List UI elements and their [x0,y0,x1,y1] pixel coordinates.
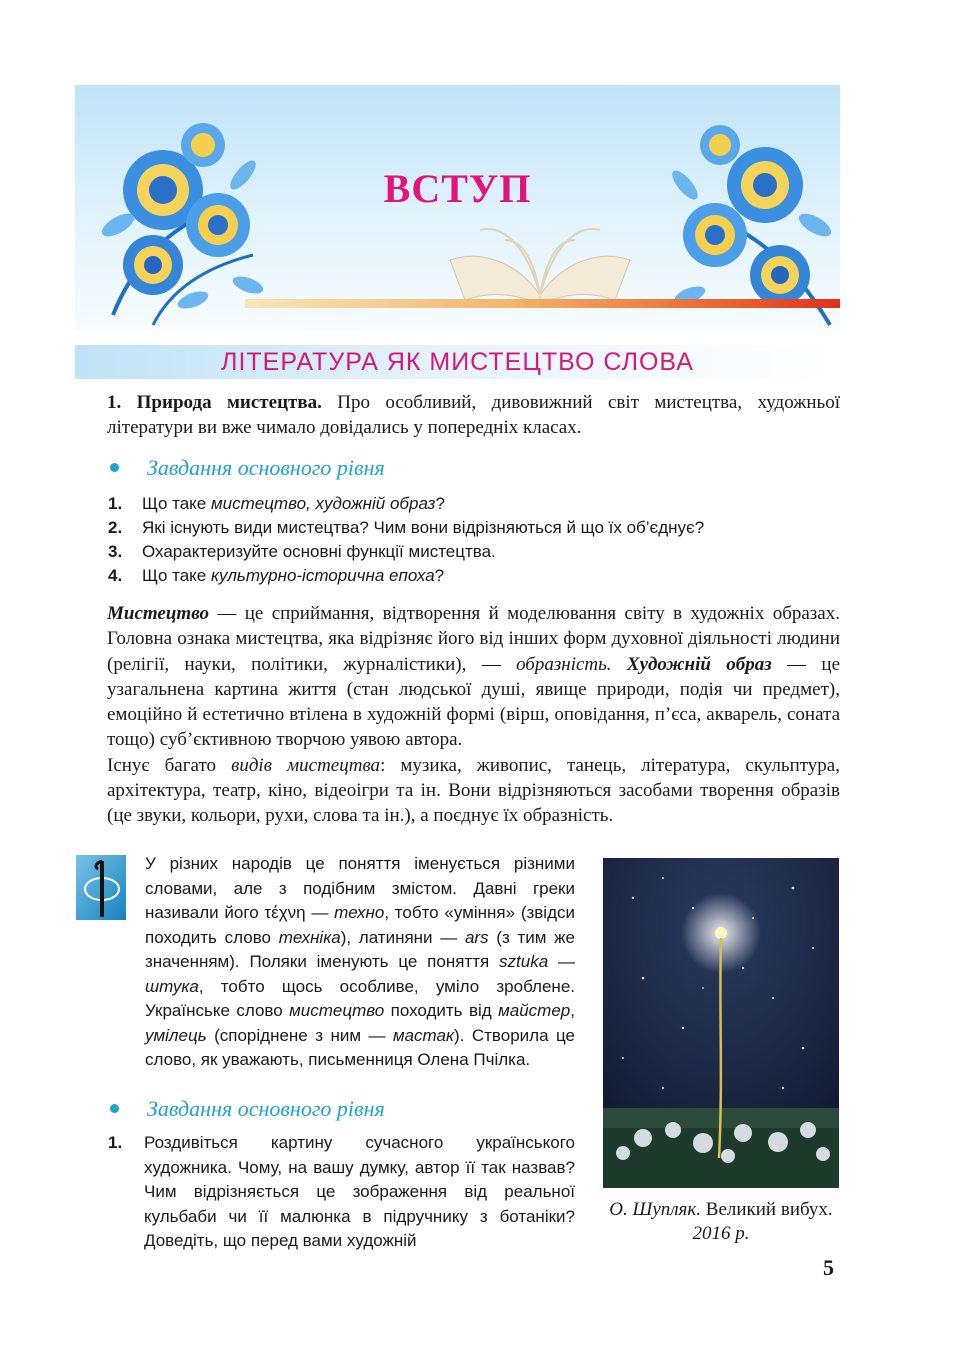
item-number: 1. [108,494,123,513]
kinds-text-2: : музика, живопис, танець, література, скульптура, архітектура, театр, кіно, відеоігри та ін. Вони відрізняються засобами творення образів (це звуки, кольори, рухи, слова та ін.), а поєднує їх образність. [107,754,840,827]
term-khudozhnii-obraz: Художній образ [626,653,772,675]
note-emphasis: sztuka — штука [145,952,575,996]
note-text: ). Створила це слово, як уважають, письменниця Олена Пчілка. [145,1025,575,1069]
item-text: Роздивіться картину сучасного українського художника. Чому, на вашу думку, автор її так назвав? Чим відрізняється це зображення від реальної кульбаби чи її малюнка в підручнику з ботаніки? Доведіть, що перед вами художній [144,1133,575,1250]
definition-space [612,654,627,675]
note-emphasis: умілець [145,1025,207,1045]
note-text: , тобто щось особливе, уміло зроблене. Українське слово [145,976,575,1020]
note-text: , [570,1001,575,1020]
intro-text: Про особливий, дивовижний світ мистецтва, художньої літератури ви вже чимало довідались у попередніх класах. [107,392,840,438]
note-emphasis: мастак [392,1025,455,1045]
task-list-1 [108,492,704,588]
task-heading-text: Завдання основного рівня [147,455,385,480]
definition-block [75,601,840,829]
page-number: 5 [823,1255,834,1280]
section-title: ЛІТЕРАТУРА ЯК МИСТЕЦТВО СЛОВА [221,348,694,376]
item-text: Охарактеризуйте основні функції мистецтва. [142,542,496,561]
caption-author: О. Шупляк. [609,1199,702,1220]
kinds-text: Існує багато [107,754,232,776]
note-emphasis: техно [334,903,385,922]
petrykivka-flower-left-icon [93,115,273,330]
list-item [108,540,704,564]
item-text-end: ? [434,566,445,585]
banner-stripe [245,299,840,308]
note-text: — [305,903,335,922]
task-2-item [108,1131,575,1254]
term-vydy-mystetstva: видів мистецтва [231,754,381,776]
item-emphasis: культурно-історична епоха [210,566,435,585]
chapter-title: ВСТУП [383,166,532,211]
phi-icon [76,855,126,920]
note-emphasis: майстер [498,1001,571,1020]
item-number: 4. [108,566,123,585]
caption-title: Великий вибух. [701,1199,833,1220]
note-text: , тобто «уміння» (звідси походить слово [145,903,575,947]
definition-text: — це сприймання, відтворення й моделювання світу в художніх образах. Головна ознака мистецтва, яка відрізняє його від інших форм духовної діяльності людини (релігії, науки, політики, журналістики), — [107,603,840,675]
note-text: У різних народів це поняття іменується різними словами, але з подібним змістом. Давні греки називали його [145,854,575,922]
petrykivka-flower-right-icon [660,115,840,330]
item-number: 1. [108,1133,123,1152]
item-text: Що таке [142,566,211,585]
term-mystetstvo: Мистецтво [107,603,209,624]
item-text: Які існують види мистецтва? Чим вони відрізняються й що їх об’єднує? [142,518,705,537]
note-text: ), латиняни — [340,927,465,947]
intro-paragraph [75,390,840,440]
list-item [108,492,704,516]
definition-paragraph-1 [75,601,840,753]
note-text: (споріднене з ним — [206,1025,393,1045]
note-emphasis: ars [464,927,489,947]
item-emphasis: мистецтво, художній образ [210,494,436,513]
task-heading-text: Завдання основного рівня [147,1096,385,1121]
etymology-note [145,852,575,1073]
definition-paragraph-2 [75,753,840,829]
painting-dandelion-image [603,858,839,1188]
item-text-end: ? [435,494,445,513]
item-number: 3. [108,542,123,561]
note-emphasis: техніка [278,927,341,947]
list-item [108,516,704,540]
note-text: (з тим же значенням). Поляки іменують це поняття [145,927,575,971]
task-heading-1 [110,455,385,481]
item-text: Що таке [142,494,211,513]
list-item [108,564,704,588]
item-number: 2. [108,518,123,537]
bullet-icon [110,1104,119,1113]
definition-text-2: — це узагальнена картина життя (стан людської душі, явище природи, подія чи предмет), емоційно й естетично втілена в художній формі (вірш, оповідання, п’єса, акварель, соната тощо) суб’єктивною творчою уявою автора. [107,653,840,751]
note-text: походить від [384,1001,499,1020]
caption-year: 2016 р. [692,1223,750,1244]
task-heading-2 [110,1096,385,1122]
note-greek-word: τέχνη [264,903,306,922]
open-book-icon [445,200,635,305]
term-obraznist: образність. [516,653,612,675]
figure-caption [595,1198,847,1246]
note-emphasis: мистецтво [289,1001,385,1020]
intro-bold: 1. Природа мистецтва. [107,392,322,413]
chapter-banner [75,85,840,330]
bullet-icon [110,463,119,472]
